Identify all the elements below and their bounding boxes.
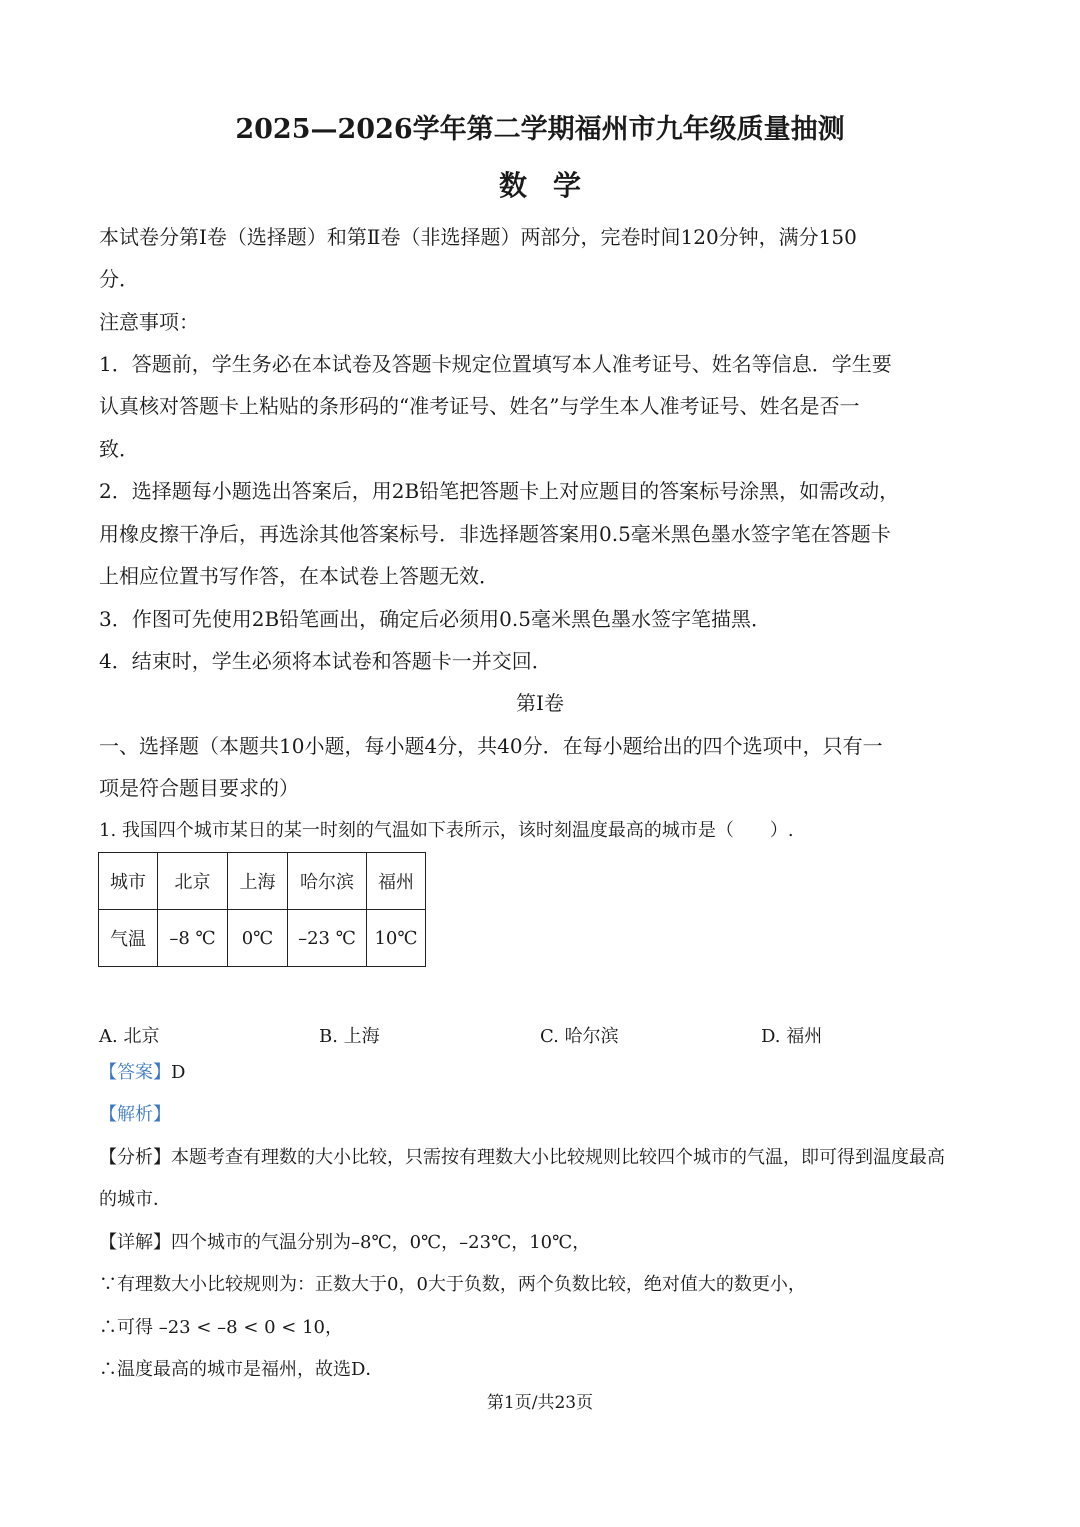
subject-heading: 数学 bbox=[498, 169, 607, 202]
fenxi-text: 本题考查有理数的大小比较，只需按有理数大小比较规则比较四个城市的气温，即可得到温度最高 bbox=[171, 1147, 945, 1168]
table-cell: 城市 bbox=[99, 853, 158, 910]
exam-title: 2025—2026学年第二学期福州市九年级质量抽测 bbox=[235, 114, 845, 145]
question-1-stem: 1. 我国四个城市某日的某一时刻的气温如下表所示，该时刻温度最高的城市是（ ）. bbox=[99, 820, 794, 841]
table-cell: –23 ℃ bbox=[288, 910, 367, 967]
table-cell: –8 ℃ bbox=[158, 910, 228, 967]
intro-line-2: 分． bbox=[99, 267, 139, 291]
option-c: C. 哈尔滨 bbox=[540, 1026, 619, 1047]
note-1-line-3: 致． bbox=[99, 437, 139, 461]
option-d: D. 福州 bbox=[761, 1026, 823, 1047]
option-b: B. 上海 bbox=[319, 1026, 380, 1047]
volume-1-label: 第Ⅰ卷 bbox=[516, 691, 564, 715]
note-1-line-2: 认真核对答题卡上粘贴的条形码的“准考证号、姓名”与学生本人准考证号、姓名是否一 bbox=[99, 394, 860, 418]
note-3: 3．作图可先使用2B铅笔画出，确定后必须用0.5毫米黑色墨水签字笔描黑． bbox=[99, 607, 771, 631]
analysis-tag: 【解析】 bbox=[99, 1104, 171, 1125]
reason-line: ∵有理数大小比较规则为：正数大于0，0大于负数，两个负数比较，绝对值大的数更小， bbox=[99, 1274, 806, 1295]
table-cell: 哈尔滨 bbox=[288, 853, 367, 910]
table-row bbox=[99, 910, 426, 967]
notes-heading: 注意事项： bbox=[99, 310, 199, 334]
therefore-line-2: ∴温度最高的城市是福州，故选D． bbox=[99, 1359, 384, 1380]
table-cell: 气温 bbox=[99, 910, 158, 967]
table-cell: 北京 bbox=[158, 853, 228, 910]
fenxi-line-1 bbox=[99, 1149, 945, 1167]
answer-value: D bbox=[171, 1062, 186, 1083]
therefore-line-1: ∴可得 –23 < –8 < 0 < 10， bbox=[99, 1317, 344, 1338]
note-1-line-1: 1．答题前，学生务必在本试卷及答题卡规定位置填写本人准考证号、姓名等信息．学生要 bbox=[99, 352, 892, 376]
table-cell: 上海 bbox=[228, 853, 288, 910]
table-cell: 福州 bbox=[367, 853, 426, 910]
table-cell: 10℃ bbox=[367, 910, 426, 967]
note-2-line-3: 上相应位置书写作答，在本试卷上答题无效． bbox=[99, 564, 499, 588]
section-heading-line-1: 一、选择题（本题共10小题，每小题4分，共40分．在每小题给出的四个选项中，只有一 bbox=[99, 734, 883, 758]
xiangjie-line bbox=[99, 1234, 590, 1252]
xiangjie-tag: 【详解】 bbox=[99, 1232, 171, 1253]
note-2-line-1: 2．选择题每小题选出答案后，用2B铅笔把答题卡上对应题目的答案标号涂黑，如需改动， bbox=[99, 479, 900, 503]
temperature-table bbox=[98, 852, 426, 967]
section-heading-line-2: 项是符合题目要求的） bbox=[99, 776, 299, 800]
intro-line-1: 本试卷分第Ⅰ卷（选择题）和第Ⅱ卷（非选择题）两部分，完卷时间120分钟，满分150 bbox=[99, 225, 857, 249]
xiangjie-text: 四个城市的气温分别为–8℃，0℃，–23℃，10℃， bbox=[171, 1232, 591, 1253]
option-a: A. 北京 bbox=[99, 1026, 160, 1047]
answer-tag: 【答案】 bbox=[99, 1062, 171, 1083]
note-2-line-2: 用橡皮擦干净后，再选涂其他答案标号．非选择题答案用0.5毫米黑色墨水签字笔在答题卡 bbox=[99, 522, 891, 546]
note-4: 4．结束时，学生必须将本试卷和答题卡一并交回． bbox=[99, 649, 552, 673]
table-row bbox=[99, 853, 426, 910]
fenxi-line-2: 的城市． bbox=[99, 1189, 171, 1210]
fenxi-tag: 【分析】 bbox=[99, 1147, 171, 1168]
page-number: 第1页/共23页 bbox=[486, 1393, 594, 1413]
answer-line bbox=[99, 1064, 185, 1082]
table-cell: 0℃ bbox=[228, 910, 288, 967]
